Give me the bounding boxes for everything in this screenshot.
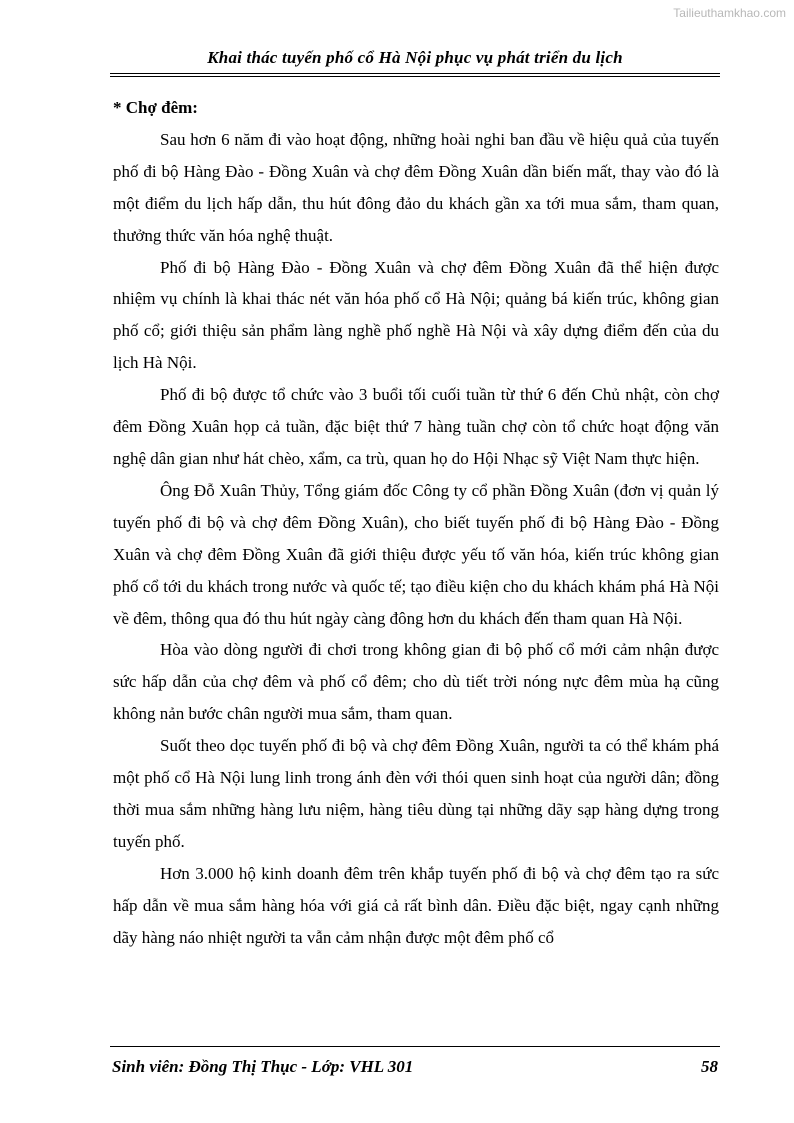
paragraph: Phố đi bộ Hàng Đào - Đồng Xuân và chợ đêm Đồng Xuân đã thể hiện được nhiệm vụ chính là khai thác nét văn hóa phố cổ Hà Nội; quảng bá kiến trúc, không gian phố cổ; giới thiệu sản phẩm làng nghề phố nghề Hà Nội và xây dựng điểm đến của du lịch Hà Nội. (113, 257, 719, 373)
paragraph: Sau hơn 6 năm đi vào hoạt động, những hoài nghi ban đầu về hiệu quả của tuyến phố đi bộ Hàng Đào - Đồng Xuân và chợ đêm Đồng Xuân dần biến mất, thay vào đó là một điểm du lịch hấp dẫn, thu hút đông đảo du khách gần xa tới mua sắm, tham quan, thưởng thức văn hóa nghệ thuật. (113, 129, 719, 245)
paragraph: Suốt theo dọc tuyến phố đi bộ và chợ đêm Đồng Xuân, người ta có thể khám phá một phố cổ Hà Nội lung linh trong ánh đèn với thói quen sinh hoạt của người dân; đồng thời mua sắm những hàng lưu niệm, hàng tiêu dùng tại những dãy sạp hàng dựng trong tuyến phố. (113, 736, 719, 851)
paragraph: Ông Đỗ Xuân Thủy, Tổng giám đốc Công ty cổ phần Đồng Xuân (đơn vị quản lý tuyến phố đi bộ và chợ đêm Đồng Xuân), cho biết tuyến phố đi bộ Hàng Đào - Đồng Xuân và chợ đêm Đồng Xuân đã giới thiệu được yếu tố văn hóa, kiến trúc không gian phố cổ tới du khách trong nước và quốc tế; tạo điều kiện cho du khách khám phá Hà Nội về đêm, thông qua đó thu hút ngày càng đông hơn du khách đến tham quan Hà Nội. (113, 480, 719, 628)
header-divider (110, 73, 720, 77)
paragraph: Hơn 3.000 hộ kinh doanh đêm trên khắp tuyến phố đi bộ và chợ đêm tạo ra sức hấp dẫn về mua sắm hàng hóa với giá cả rất bình dân. Điều đặc biệt, ngay cạnh những dãy hàng náo nhiệt người ta vẫn cảm nhận được một đêm phố cổ (113, 863, 719, 947)
paragraph: Phố đi bộ được tổ chức vào 3 buổi tối cuối tuần từ thứ 6 đến Chủ nhật, còn chợ đêm Đồng Xuân họp cả tuần, đặc biệt thứ 7 hàng tuần chợ còn tổ chức hoạt động văn nghệ dân gian như hát chèo, xẩm, ca trù, quan họ do Hội Nhạc sỹ Việt Nam thực hiện. (113, 385, 719, 468)
paragraph: Hòa vào dòng người đi chơi trong không gian đi bộ phố cổ mới cảm nhận được sức hấp dẫn của chợ đêm và phố cổ đêm; cho dù tiết trời nóng nực đêm mùa hạ cũng không nản bước chân người mua sắm, tham quan. (113, 640, 719, 724)
document-body (113, 92, 719, 953)
footer-divider (110, 1046, 720, 1047)
page-header-title: Khai thác tuyến phố cổ Hà Nội phục vụ phát triển du lịch (207, 48, 623, 67)
watermark: Tailieuthamkhao.com (673, 6, 786, 20)
section-heading: * Chợ đêm: (113, 98, 198, 117)
footer-author: Sinh viên: Đồng Thị Thục - Lớp: VHL 301 (112, 1057, 414, 1076)
page-number: 58 (701, 1057, 718, 1076)
